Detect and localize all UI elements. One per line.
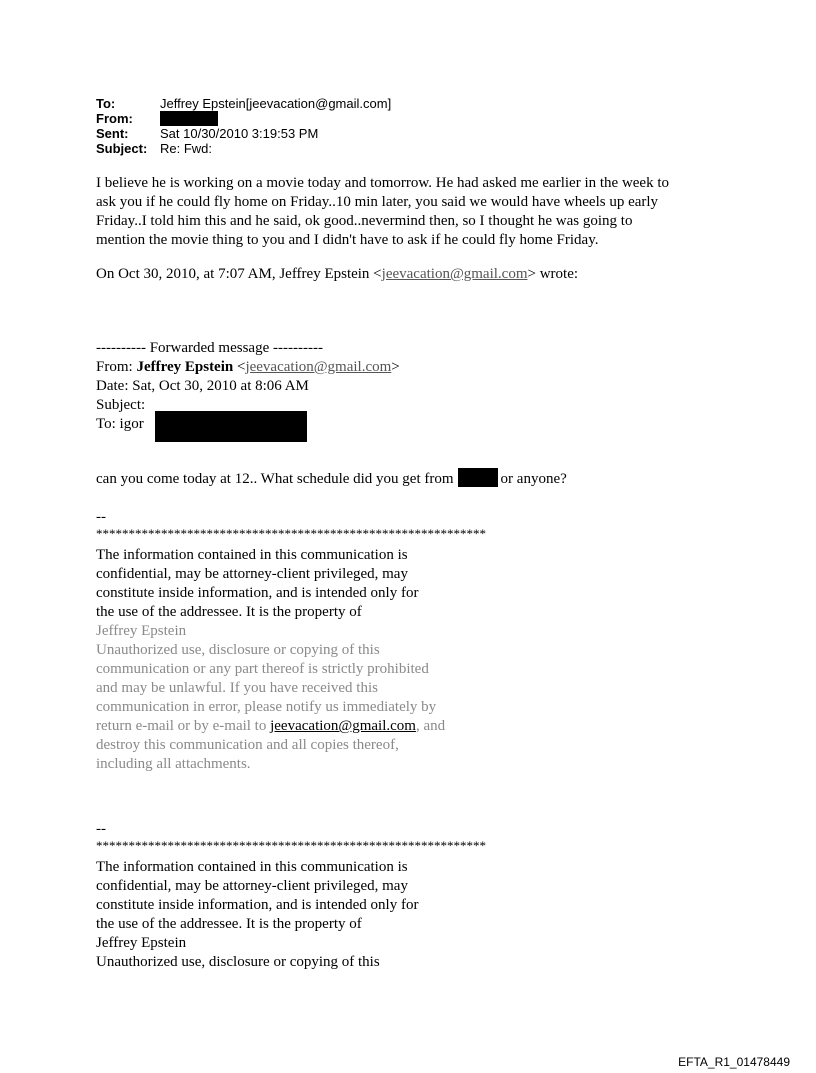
- forwarded-message: [96, 468, 567, 489]
- message-text-before: can you come today at 12.. What schedule did you get from: [96, 471, 454, 487]
- forwarded-to: To: igor: [96, 416, 144, 432]
- signature-dashes: --: [96, 821, 106, 837]
- sent-value: Sat 10/30/2010 3:19:53 PM: [160, 126, 319, 141]
- disclaimer-line: the use of the addressee. It is the property of: [96, 604, 362, 620]
- reply-line: Friday..I told him this and he said, ok good..nevermind then, so I thought he was going to: [96, 213, 633, 229]
- disclaimer-line: communication in error, please notify us immediately by: [96, 699, 437, 715]
- subject-label: Subject:: [96, 141, 148, 156]
- sent-row: [96, 126, 391, 141]
- forwarded-from: From: Jeffrey Epstein <jeevacation@gmail.com>: [96, 359, 400, 375]
- redaction-box: [160, 111, 218, 126]
- disclaimer-line: confidential, may be attorney-client privileged, may: [96, 878, 408, 894]
- disclaimer-line: confidential, may be attorney-client privileged, may: [96, 566, 408, 582]
- quote-prefix: On Oct 30, 2010, at 7:07 AM, Jeffrey Epstein <: [96, 266, 382, 282]
- subject-value: Re: Fwd:: [160, 141, 213, 156]
- signature-dashes: --: [96, 509, 106, 525]
- forwarded-from-name: Jeffrey Epstein: [136, 359, 234, 375]
- signature-stars: ************************************************************: [96, 526, 486, 541]
- sent-label: Sent:: [96, 126, 129, 141]
- disclaimer-2: [96, 820, 486, 972]
- disclaimer-line: The information contained in this communication is: [96, 547, 408, 563]
- signature-stars: ************************************************************: [96, 838, 486, 853]
- disclaimer-line: Jeffrey Epstein: [96, 935, 187, 951]
- quote-intro: [96, 265, 578, 284]
- to-value: Jeffrey Epstein[jeevacation@gmail.com]: [160, 96, 392, 111]
- disclaimer-line: constitute inside information, and is intended only for: [96, 897, 419, 913]
- document-id: EFTA_R1_01478449: [678, 1055, 790, 1069]
- disclaimer-line: Unauthorized use, disclosure or copying of this: [96, 954, 380, 970]
- disclaimer-line: including all attachments.: [96, 756, 251, 772]
- quote-email-link[interactable]: jeevacation@gmail.com: [381, 266, 528, 282]
- to-row: [96, 96, 391, 111]
- reply-line: mention the movie thing to you and I didn't have to ask if he could fly home Friday.: [96, 232, 599, 248]
- message-text-after: or anyone?: [500, 471, 567, 487]
- forwarded-subject: Subject:: [96, 397, 146, 413]
- quote-suffix: > wrote:: [527, 266, 579, 282]
- to-label: To:: [96, 96, 116, 111]
- from-row: [96, 111, 391, 126]
- disclaimer-line: destroy this communication and all copies thereof,: [96, 737, 399, 753]
- redaction-box: [155, 411, 307, 442]
- email-header: [96, 96, 391, 156]
- reply-line: ask you if he could fly home on Friday..10 min later, you said we would have wheels up early: [96, 194, 659, 210]
- disclaimer-1: [96, 508, 486, 774]
- subject-row: [96, 141, 391, 156]
- reply-line: I believe he is working on a movie today and tomorrow. He had asked me earlier in the week to: [96, 175, 670, 191]
- disclaimer-line: the use of the addressee. It is the property of: [96, 916, 362, 932]
- disclaimer-email-link[interactable]: jeevacation@gmail.com: [270, 718, 416, 734]
- disclaimer-line: communication or any part thereof is strictly prohibited: [96, 661, 429, 677]
- redaction-box: [458, 468, 498, 487]
- forwarded-heading: ---------- Forwarded message ----------: [96, 340, 323, 356]
- forwarded-date: Date: Sat, Oct 30, 2010 at 8:06 AM: [96, 378, 309, 394]
- disclaimer-line: The information contained in this communication is: [96, 859, 408, 875]
- disclaimer-line: Jeffrey Epstein: [96, 623, 187, 639]
- disclaimer-line: constitute inside information, and is intended only for: [96, 585, 419, 601]
- disclaimer-line: Unauthorized use, disclosure or copying of this: [96, 642, 380, 658]
- disclaimer-line: return e-mail or by e-mail to jeevacation@gmail.com, and: [96, 718, 446, 734]
- disclaimer-line: and may be unlawful. If you have received this: [96, 680, 378, 696]
- reply-body: [96, 174, 669, 250]
- forwarded-from-email-link[interactable]: jeevacation@gmail.com: [245, 359, 392, 375]
- from-label: From:: [96, 111, 133, 126]
